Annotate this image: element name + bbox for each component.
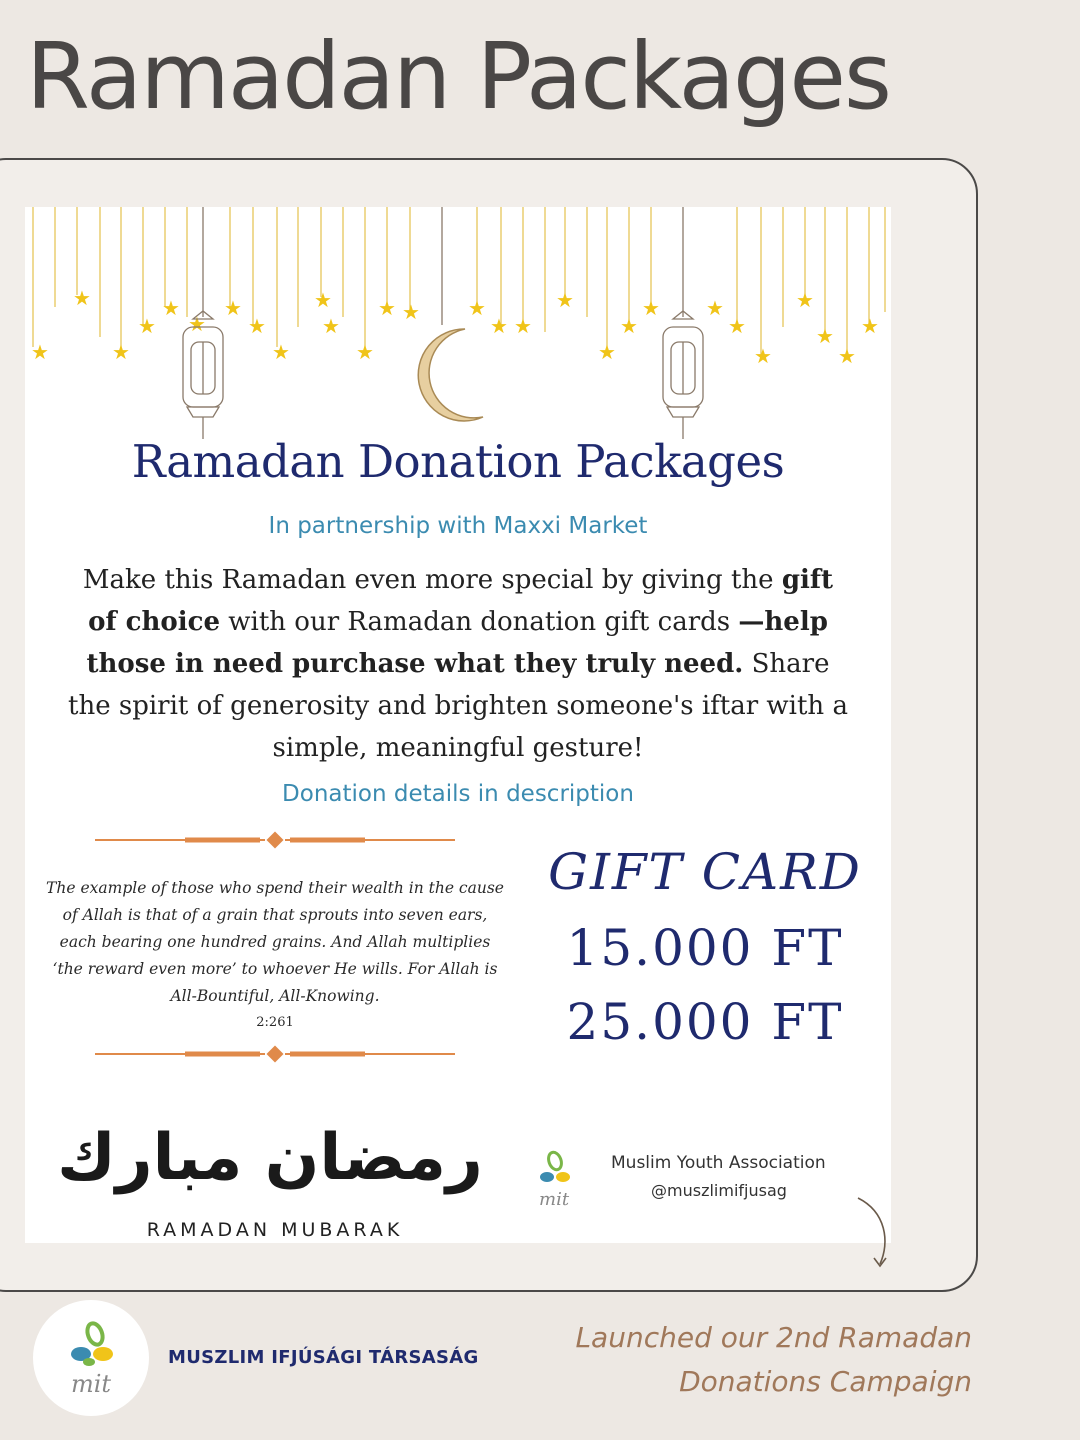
gift-card-title: GIFT CARD bbox=[548, 843, 862, 901]
caption-line-2: Donations Campaign bbox=[679, 1365, 972, 1398]
donation-poster bbox=[25, 207, 891, 1243]
svg-text:★: ★ bbox=[322, 314, 340, 338]
curved-arrow-icon bbox=[846, 1192, 896, 1272]
svg-text:★: ★ bbox=[112, 340, 130, 364]
association-handle: @muszlimifjusag bbox=[651, 1181, 787, 1200]
svg-text:★: ★ bbox=[378, 296, 396, 320]
ornament-divider-bottom bbox=[95, 1047, 455, 1061]
svg-text:★: ★ bbox=[468, 296, 486, 320]
ornament-divider-top bbox=[95, 833, 455, 847]
svg-text:★: ★ bbox=[272, 340, 290, 364]
ramadan-mubarak-text: RAMADAN MUBARAK bbox=[146, 1219, 404, 1241]
quran-quote: The example of those who spend their wealth in the cause of Allah is that of a grain that sprouts into seven ears, each bearing one hundred grains. And Allah multiplies ‘the reward even more’ to whoever He wills. For Allah is All-Bountiful, All-Knowing. bbox=[46, 879, 504, 1005]
partnership-text: In partnership with Maxxi Market bbox=[268, 513, 648, 539]
svg-text:★: ★ bbox=[556, 288, 574, 312]
ramadan-mubarak-calligraphy bbox=[57, 1097, 483, 1207]
caption-line-1: Launched our 2nd Ramadan bbox=[575, 1321, 972, 1354]
poster-heading: Ramadan Donation Packages bbox=[131, 435, 785, 488]
svg-text:★: ★ bbox=[642, 296, 660, 320]
body-text-2: with our Ramadan donation gift cards bbox=[220, 607, 739, 637]
svg-text:★: ★ bbox=[31, 340, 49, 364]
svg-text:★: ★ bbox=[728, 314, 746, 338]
svg-text:★: ★ bbox=[796, 288, 814, 312]
poster-body bbox=[65, 559, 851, 769]
svg-text:★: ★ bbox=[514, 314, 532, 338]
mit-logo-icon bbox=[33, 1300, 149, 1416]
svg-text:★: ★ bbox=[224, 296, 242, 320]
svg-text:mit: mit bbox=[539, 1189, 570, 1210]
body-text-3: Share the spirit of generosity and brighten someone's iftar with a simple, meaningful gesture! bbox=[68, 649, 848, 763]
svg-text:★: ★ bbox=[356, 340, 374, 364]
body-bold-1: gift of choice bbox=[88, 565, 834, 637]
svg-text:★: ★ bbox=[490, 314, 508, 338]
svg-text:★: ★ bbox=[861, 314, 879, 338]
gift-amount-2: 25.000 FT bbox=[566, 993, 844, 1051]
svg-text:رمضان مبارك: رمضان مبارك bbox=[57, 1121, 483, 1195]
quote-reference: 2:261 bbox=[256, 1015, 294, 1030]
mya-logo-icon bbox=[517, 1143, 607, 1213]
body-text-1: Make this Ramadan even more special by giving the bbox=[82, 565, 782, 595]
svg-text:★: ★ bbox=[706, 296, 724, 320]
org-name: MUSZLIM IFJÚSÁGI TÁRSASÁG bbox=[168, 1347, 479, 1368]
svg-text:★: ★ bbox=[188, 312, 206, 336]
svg-text:★: ★ bbox=[620, 314, 638, 338]
donation-details-text: Donation details in description bbox=[282, 781, 634, 807]
body-bold-2: —help those in need purchase what they truly need. bbox=[86, 607, 828, 679]
gift-amount-1: 15.000 FT bbox=[566, 919, 844, 977]
svg-text:★: ★ bbox=[838, 344, 856, 368]
org-logo bbox=[33, 1300, 149, 1416]
svg-text:★: ★ bbox=[162, 296, 180, 320]
svg-text:mit: mit bbox=[70, 1370, 112, 1398]
svg-text:★: ★ bbox=[248, 314, 266, 338]
svg-text:★: ★ bbox=[816, 324, 834, 348]
svg-text:★: ★ bbox=[598, 340, 616, 364]
svg-text:★: ★ bbox=[138, 314, 156, 338]
svg-text:★: ★ bbox=[73, 286, 91, 310]
svg-text:★: ★ bbox=[402, 300, 420, 324]
association-name: Muslim Youth Association bbox=[611, 1153, 826, 1173]
svg-text:★: ★ bbox=[314, 288, 332, 312]
campaign-caption bbox=[575, 1316, 972, 1404]
page-title: Ramadan Packages bbox=[26, 23, 890, 130]
svg-text:★: ★ bbox=[754, 344, 772, 368]
